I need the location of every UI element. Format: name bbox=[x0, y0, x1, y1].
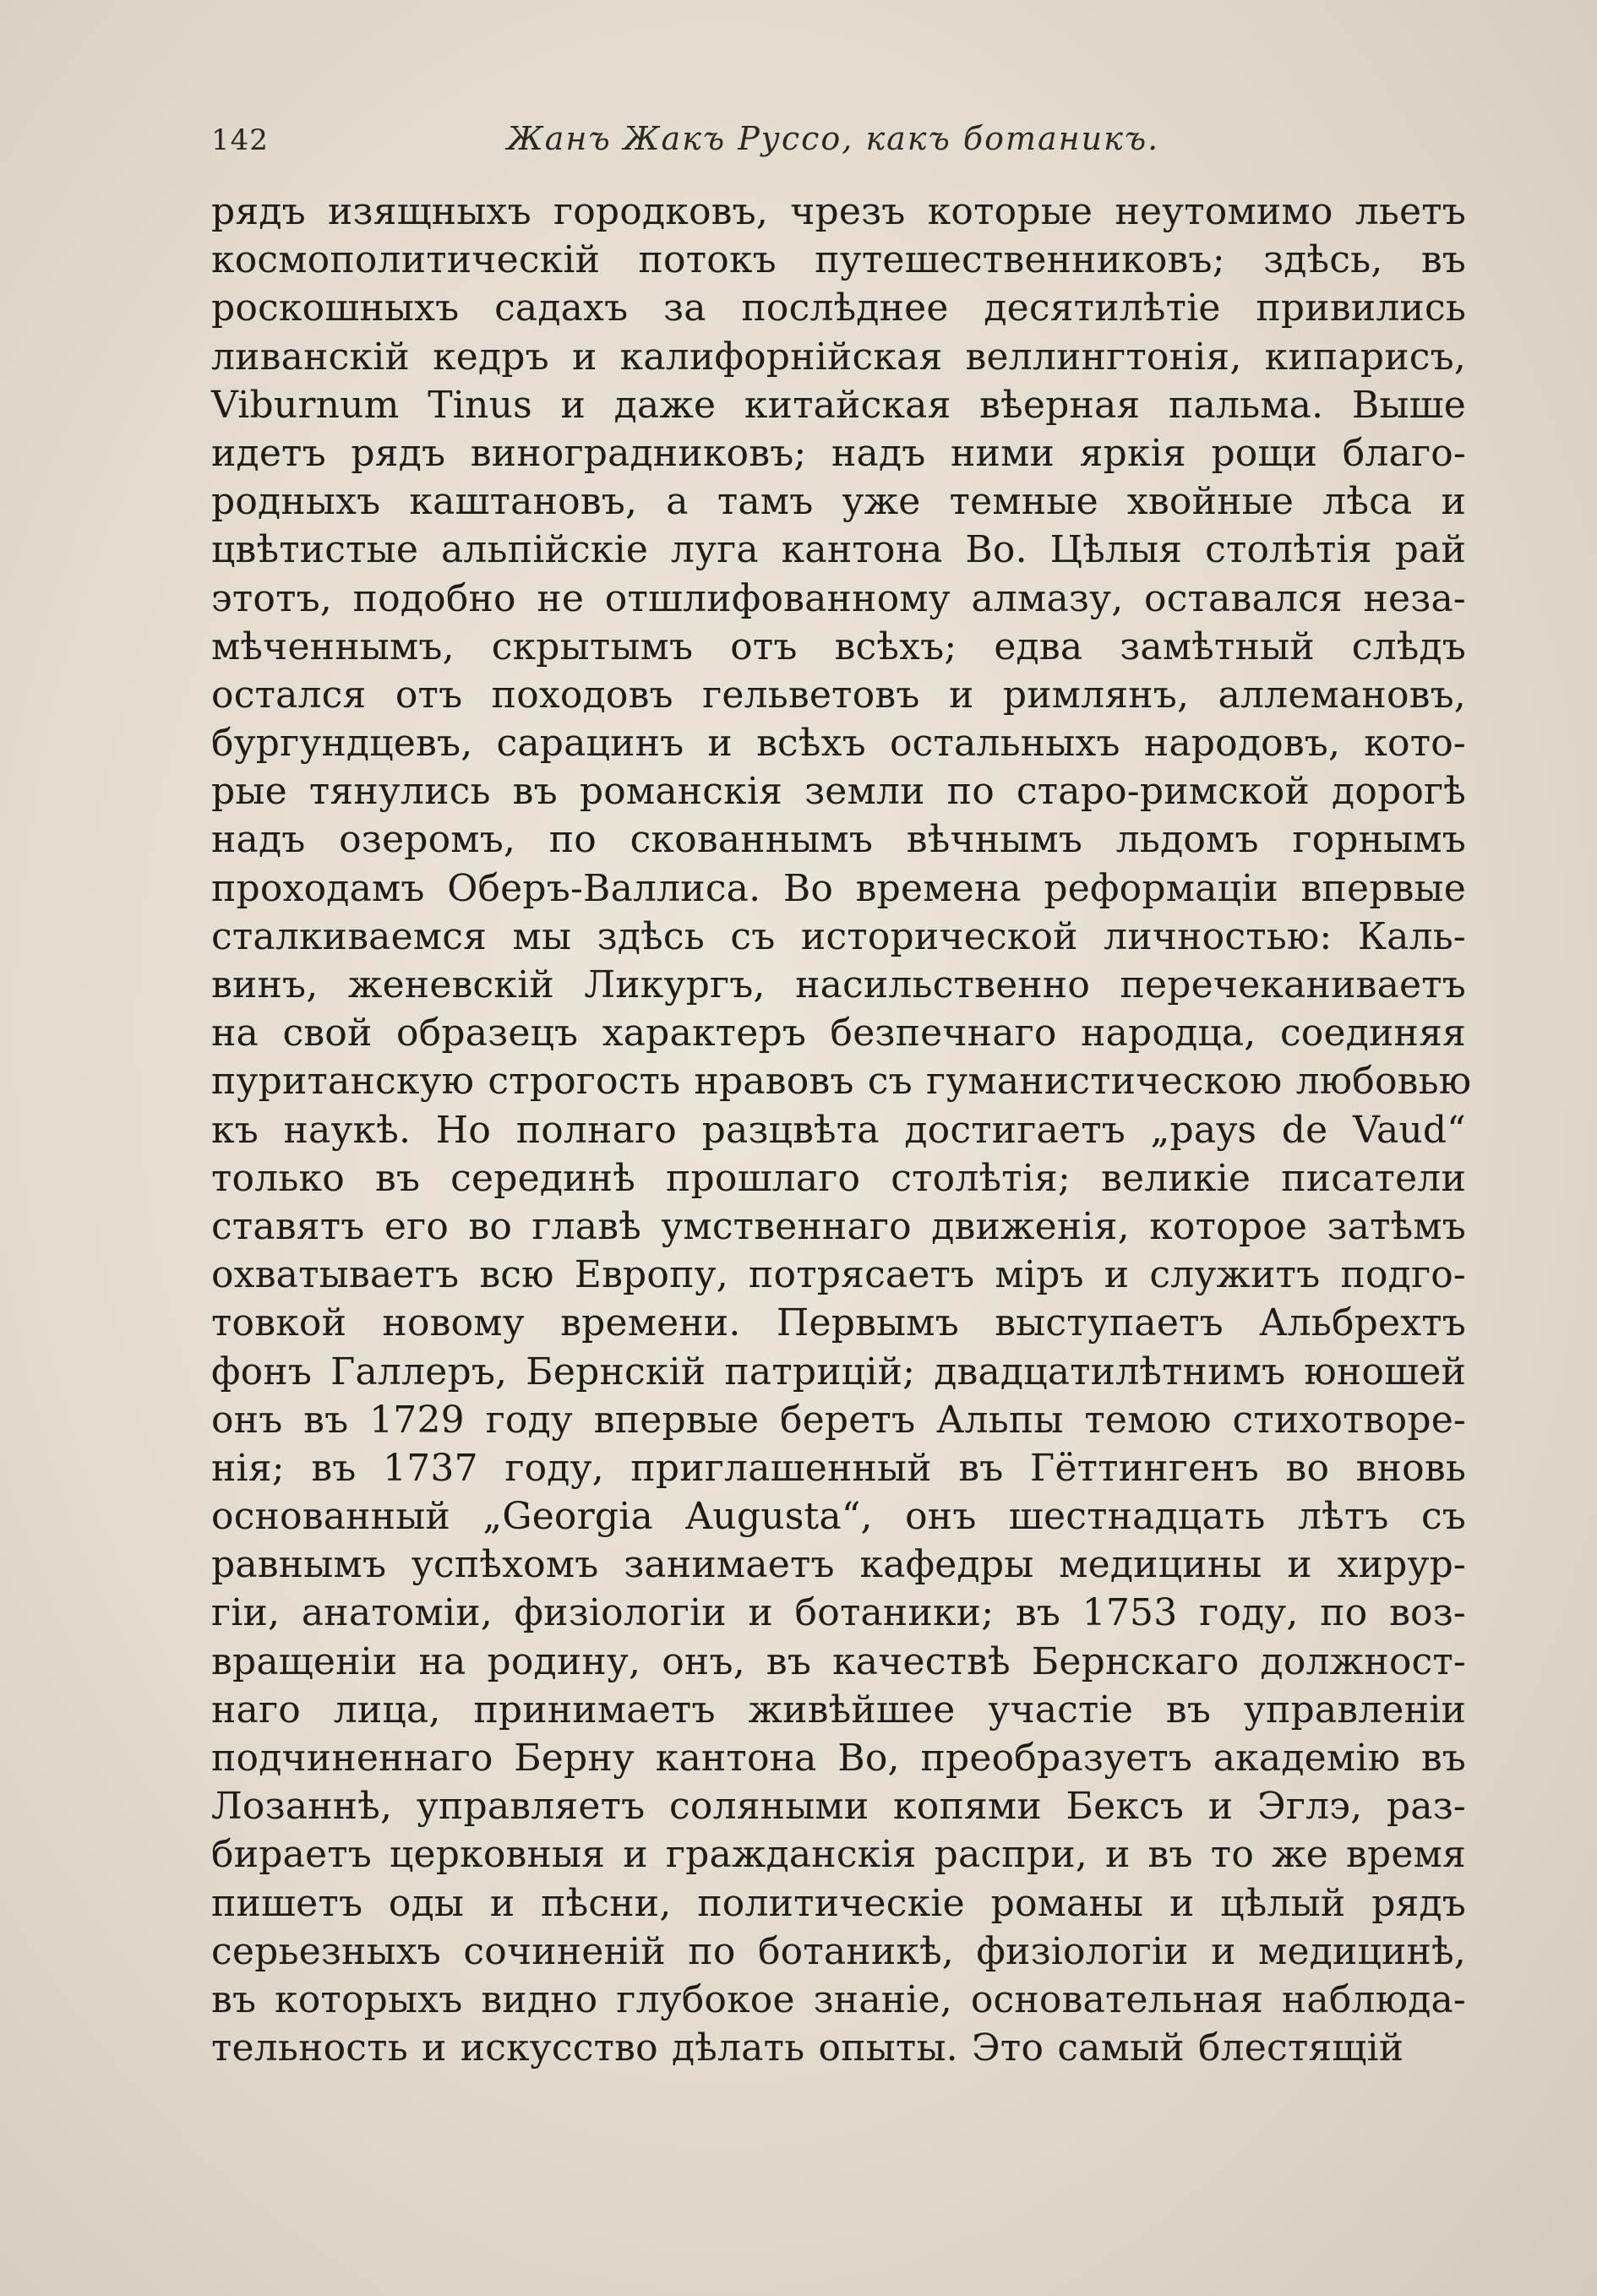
text-line: наго лица, принимаетъ живѣйшее участіе въ управленіи bbox=[211, 1688, 1466, 1732]
text-line: гіи, анатоміи, физіологіи и ботаники; въ 1753 году, по воз- bbox=[211, 1591, 1466, 1635]
body-text bbox=[211, 188, 1472, 2072]
text-line: равнымъ успѣхомъ занимаетъ кафедры медицины и хирур- bbox=[211, 1543, 1466, 1587]
text-line: проходамъ Оберъ-Валлиса. Во времена реформаціи впервые bbox=[211, 866, 1466, 910]
page-header bbox=[211, 117, 1462, 167]
text-line: рядъ изящныхъ городковъ, чрезъ которые неутомимо льетъ bbox=[211, 190, 1466, 233]
text-line: на свой образецъ характеръ безпечнаго народца, соединяя bbox=[211, 1012, 1466, 1055]
text-line: Viburnum Tinus и даже китайская вѣерная пальма. Выше bbox=[211, 383, 1466, 427]
text-line: остался отъ походовъ гельветовъ и римлянъ, аллемановъ, bbox=[211, 673, 1466, 717]
text-line: мѣченнымъ, скрытымъ отъ всѣхъ; едва замѣтный слѣдъ bbox=[211, 624, 1466, 668]
text-line: вращеніи на родину, онъ, въ качествѣ Бернскаго должност- bbox=[211, 1639, 1466, 1683]
text-line: тельность и искусство дѣлать опыты. Это самый блестящій bbox=[211, 2026, 1404, 2070]
text-line: надъ озеромъ, по скованнымъ вѣчнымъ льдомъ горнымъ bbox=[211, 818, 1466, 862]
text-line: серьезныхъ сочиненій по ботаникѣ, физіологіи и медицинѣ, bbox=[211, 1929, 1466, 1973]
text-line: подчиненнаго Берну кантона Во, преобразуетъ академію въ bbox=[211, 1737, 1466, 1780]
text-line: пуританскую строгость нравовъ съ гуманистическою любовью bbox=[211, 1060, 1472, 1104]
text-line: Лозаннѣ, управляетъ соляными копями Бексъ и Эглэ, раз- bbox=[211, 1785, 1466, 1829]
text-line: роскошныхъ садахъ за послѣднее десятилѣтіе привились bbox=[211, 286, 1466, 330]
text-line: товкой новому времени. Первымъ выступаетъ Альбрехтъ bbox=[211, 1301, 1466, 1345]
text-line: только въ серединѣ прошлаго столѣтія; великіе писатели bbox=[211, 1156, 1466, 1200]
text-line: родныхъ каштановъ, а тамъ уже темные хвойные лѣса и bbox=[211, 480, 1466, 524]
text-line: рые тянулись въ романскія земли по старо-римской дорогѣ bbox=[211, 770, 1466, 814]
text-line: къ наукѣ. Но полнаго разцвѣта достигаетъ „pays de Vaud“ bbox=[211, 1108, 1466, 1152]
text-line: бираетъ церковныя и гражданскія распри, и въ то же время bbox=[211, 1833, 1466, 1877]
page-number: 142 bbox=[211, 123, 269, 157]
text-line: основанный „Georgia Augusta“, онъ шестнадцать лѣтъ съ bbox=[211, 1495, 1466, 1539]
text-line: фонъ Галлеръ, Бернскій патрицій; двадцатилѣтнимъ юношей bbox=[211, 1350, 1466, 1393]
text-line: ставятъ его во главѣ умственнаго движенія, которое затѣмъ bbox=[211, 1204, 1466, 1248]
text-line: винъ, женевскій Ликургъ, насильственно перечеканиваетъ bbox=[211, 963, 1466, 1006]
running-title: Жанъ Жакъ Руссо, какъ ботаникъ. bbox=[507, 120, 1160, 157]
text-line: бургундцевъ, сарацинъ и всѣхъ остальныхъ народовъ, кото- bbox=[211, 722, 1466, 766]
text-line: въ которыхъ видно глубокое знаніе, основательная наблюда- bbox=[211, 1977, 1466, 2021]
text-line: космополитическій потокъ путешественниковъ; здѣсь, въ bbox=[211, 238, 1466, 282]
text-line: этотъ, подобно не отшлифованному алмазу, оставался неза- bbox=[211, 576, 1466, 620]
text-line: пишетъ оды и пѣсни, политическіе романы и цѣлый рядъ bbox=[211, 1881, 1466, 1925]
text-line: ливанскій кедръ и калифорнійская веллингтонія, кипарисъ, bbox=[211, 335, 1466, 379]
text-line: охватываетъ всю Европу, потрясаетъ міръ и служитъ подго- bbox=[211, 1253, 1466, 1297]
text-line: онъ въ 1729 году впервые беретъ Альпы темою стихотворе- bbox=[211, 1398, 1466, 1442]
text-line: идетъ рядъ виноградниковъ; надъ ними яркія рощи благо- bbox=[211, 431, 1466, 475]
text-line: нія; въ 1737 году, приглашенный въ Гёттингенъ во вновь bbox=[211, 1446, 1466, 1490]
text-line: цвѣтистые альпійскіе луга кантона Во. Цѣлыя столѣтія рай bbox=[211, 528, 1466, 572]
text-line: сталкиваемся мы здѣсь съ исторической личностью: Каль- bbox=[211, 914, 1466, 958]
